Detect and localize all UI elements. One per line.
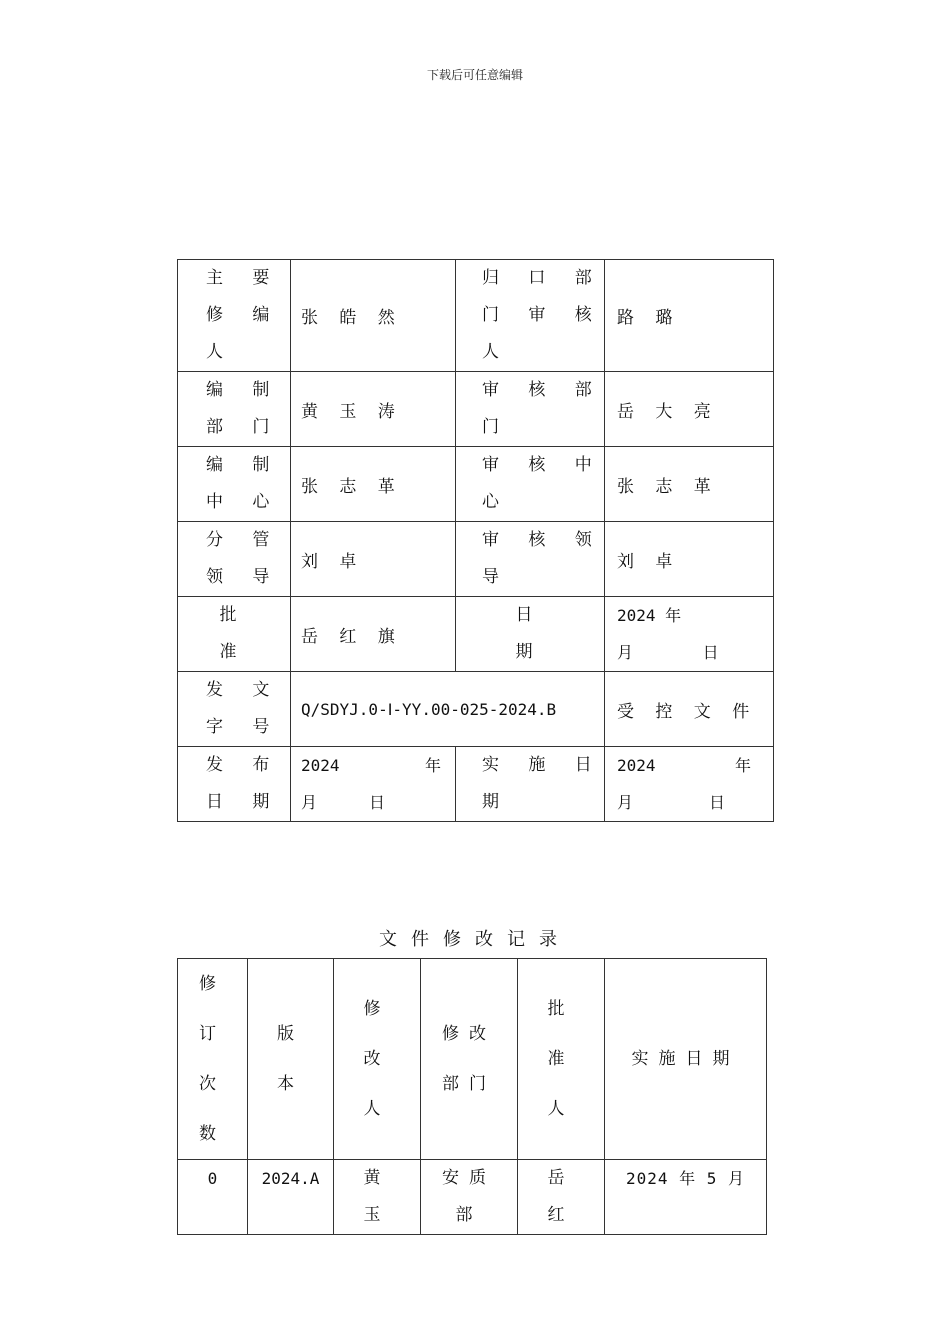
- table-row: [178, 372, 774, 447]
- header-revision-count: 修订次数: [178, 959, 248, 1160]
- label-approve: 批 准: [178, 597, 291, 672]
- effective-yue: 月: [617, 793, 634, 812]
- label-dept-reviewer: 归 口 部 门 审 核 人: [456, 260, 605, 372]
- value-leader: 刘 卓: [291, 522, 456, 597]
- table-row: [178, 260, 774, 372]
- table-row: [178, 1160, 767, 1235]
- value-effective-date: [605, 747, 774, 822]
- label-compile-center: 编 制 中 心: [178, 447, 291, 522]
- value-doc-number: Q/SDYJ.0-Ⅰ-YY.00-025-2024.B: [291, 672, 605, 747]
- approve-year: 2024 年: [617, 606, 682, 625]
- approve-month-day: 月 日: [617, 643, 719, 662]
- table-row: [178, 597, 774, 672]
- header-version: 版本: [248, 959, 334, 1160]
- table-row: [178, 672, 774, 747]
- label-compile-dept: 编 制 部 门: [178, 372, 291, 447]
- effective-ri: 日: [709, 793, 726, 812]
- value-main-editor: 张 皓 然: [291, 260, 456, 372]
- value-approve-date: [605, 597, 774, 672]
- cell-count: 0: [178, 1160, 248, 1235]
- label-doc-number: 发 文 字 号: [178, 672, 291, 747]
- value-review-dept: 岳 大 亮: [605, 372, 774, 447]
- value-compile-center: 张 志 革: [291, 447, 456, 522]
- header-dept: 修改部门: [421, 959, 518, 1160]
- label-issue-date: 发 布 日 期: [178, 747, 291, 822]
- header-modifier: 修改人: [334, 959, 421, 1160]
- issue-nian: 年: [424, 756, 441, 775]
- value-compile-dept: 黄 玉 涛: [291, 372, 456, 447]
- value-approve: 岳 红 旗: [291, 597, 456, 672]
- cell-dept: 安质部: [421, 1160, 518, 1235]
- controlled-doc: 受 控 文 件: [605, 672, 774, 747]
- label-leader: 分 管 领 导: [178, 522, 291, 597]
- cell-modifier: 黄玉: [334, 1160, 421, 1235]
- approval-table: [177, 259, 774, 822]
- effective-nian: 年: [734, 756, 751, 775]
- cell-approver: 岳红: [518, 1160, 605, 1235]
- cell-version: 2024.A: [248, 1160, 334, 1235]
- revision-table: [177, 958, 767, 1235]
- header-note: 下载后可任意编辑: [426, 68, 523, 82]
- table-row: [178, 747, 774, 822]
- revision-title: 文件修改记录: [379, 929, 571, 950]
- issue-year: 2024: [301, 756, 340, 775]
- table-row: [178, 447, 774, 522]
- header-approver: 批准人: [518, 959, 605, 1160]
- cell-date: 2024 年 5 月: [605, 1160, 767, 1235]
- issue-yue: 月: [301, 793, 318, 812]
- label-date: 日 期: [456, 597, 605, 672]
- effective-year: 2024: [617, 756, 656, 775]
- issue-ri: 日: [369, 793, 386, 812]
- label-review-center: 审 核 中 心: [456, 447, 605, 522]
- value-review-center: 张 志 革: [605, 447, 774, 522]
- label-main-editor: 主 要 修 编 人: [178, 260, 291, 372]
- label-review-dept: 审 核 部 门: [456, 372, 605, 447]
- value-issue-date: [291, 747, 456, 822]
- table-header-row: [178, 959, 767, 1160]
- header-effective-date: 实施日期: [605, 959, 767, 1160]
- label-review-leader: 审 核 领 导: [456, 522, 605, 597]
- table-row: [178, 522, 774, 597]
- label-effective-date: 实 施 日 期: [456, 747, 605, 822]
- value-review-leader: 刘 卓: [605, 522, 774, 597]
- value-dept-reviewer: 路 璐: [605, 260, 774, 372]
